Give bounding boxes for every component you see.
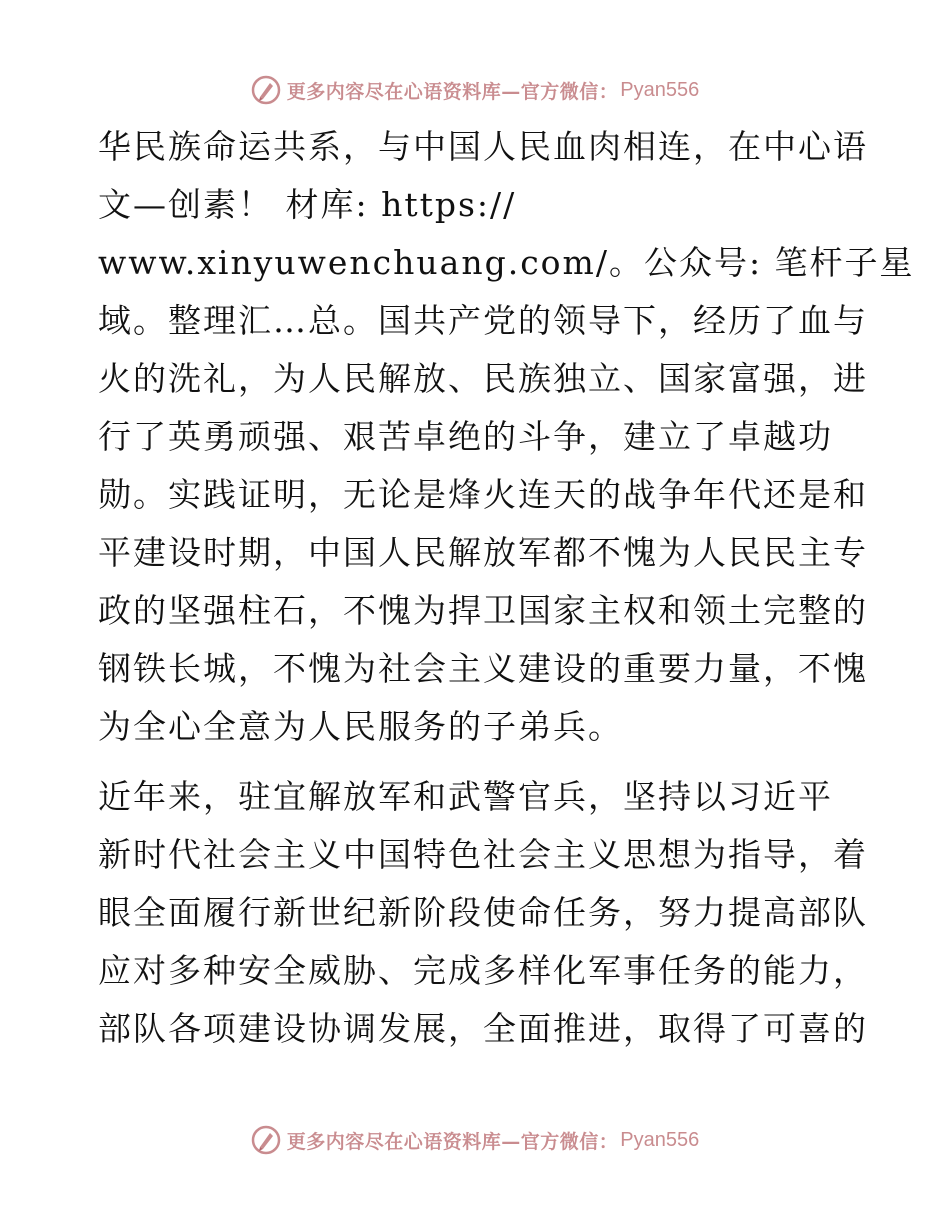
document-body (98, 118, 915, 1058)
text-line: 政的坚强柱石，不愧为捍卫国家主权和领土完整的 (98, 591, 868, 630)
paragraph-1 (98, 118, 915, 756)
text-line: 域。整理汇…总。国共产党的领导下，经历了血与 (98, 301, 868, 340)
text-line: 火的洗礼，为人民解放、民族独立、国家富强，进 (98, 359, 868, 398)
text-line: 勋。实践证明，无论是烽火连天的战争年代还是和 (98, 475, 868, 514)
header-wechat-id: Pyan556 (620, 78, 700, 101)
text-line: 新时代社会主义中国特色社会主义思想为指导，着 (98, 835, 868, 874)
paragraph-2 (98, 768, 868, 1058)
text-line: 应对多种安全威胁、完成多样化军事任务的能力， (98, 951, 868, 990)
header-banner (0, 70, 950, 110)
text-line: 平建设时期，中国人民解放军都不愧为人民民主专 (98, 533, 868, 572)
text-line: 文—创素！ 材库: https:// (98, 185, 517, 224)
pen-logo-icon (251, 75, 281, 105)
footer-wechat-id: Pyan556 (620, 1128, 700, 1151)
text-line: 华民族命运共系，与中国人民血肉相连，在中心语 (98, 127, 868, 166)
pen-logo-icon (251, 1125, 281, 1155)
text-line: 行了英勇顽强、艰苦卓绝的斗争，建立了卓越功 (98, 417, 833, 456)
text-line: www.xinyuwenchuang.com/。公众号: 笔杆子星 (98, 243, 915, 282)
footer-banner (0, 1120, 950, 1160)
text-line: 近年来，驻宜解放军和武警官兵，坚持以习近平 (98, 777, 833, 816)
text-line: 眼全面履行新世纪新阶段使命任务，努力提高部队 (98, 893, 868, 932)
header-banner-text: 更多内容尽在心语资料库—官方微信： (286, 80, 619, 103)
text-line: 钢铁长城，不愧为社会主义建设的重要力量，不愧 (98, 649, 868, 688)
text-line: 部队各项建设协调发展，全面推进，取得了可喜的 (98, 1009, 868, 1048)
paragraph-gap (98, 756, 858, 768)
footer-banner-text: 更多内容尽在心语资料库—官方微信： (286, 1130, 619, 1153)
text-line: 为全心全意为人民服务的子弟兵。 (98, 707, 623, 746)
